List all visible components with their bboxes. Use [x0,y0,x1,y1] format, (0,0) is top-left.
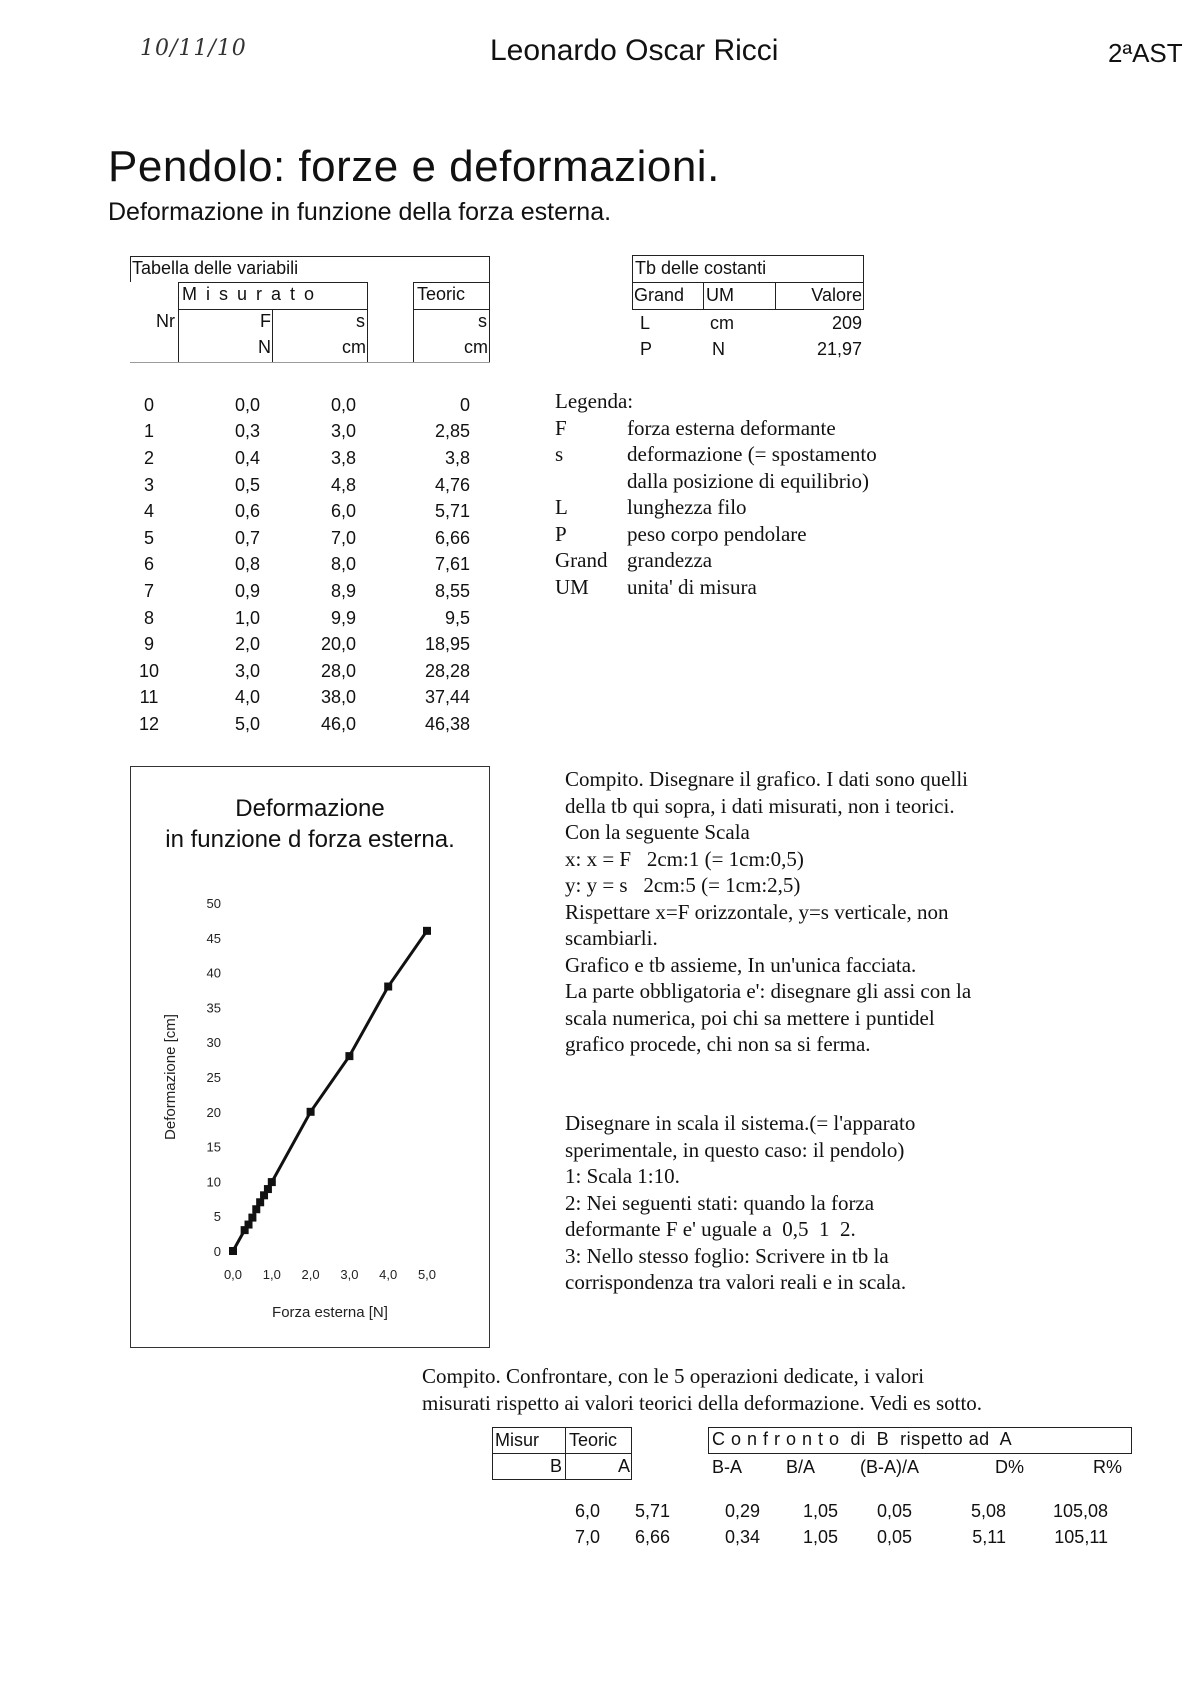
cmp-header-a: A [618,1456,631,1476]
row-nr: 0 [143,394,154,415]
row-s-theor: 46,38 [424,713,470,734]
unit-s-theor: cm [464,337,488,357]
data-point [268,1178,276,1186]
comparison-table [492,1427,1132,1557]
row-s: 8,0 [330,554,356,575]
constants-table-caption: Tb delle costanti [635,258,767,278]
y-tick-label: 20 [206,1104,221,1120]
text-line: grafico procede, chi non sa si ferma. [565,1032,871,1056]
cmp-op-rpct: R% [1093,1457,1123,1477]
row-s-theor: 28,28 [424,660,470,681]
row-s: 38,0 [320,687,356,708]
data-point [252,1205,260,1213]
comparison-cell: 6,66 [634,1527,670,1547]
y-tick-label: 15 [206,1139,221,1155]
row-f: 0,4 [234,447,260,468]
unit-s: cm [342,337,366,357]
data-point [229,1247,237,1255]
col-s-theor: s [478,311,487,331]
text-line: scala numerica, poi chi sa mettere i puntidel [565,1005,935,1030]
row-s: 0,0 [330,394,356,415]
row-nr: 10 [138,660,160,681]
y-tick-label: 45 [206,930,221,946]
comparison-cell: 6,0 [574,1501,600,1521]
chart-title-line-2: in funzione d forza esterna. [165,826,455,853]
legend-symbol: s [555,442,564,466]
student-name: Leonardo Oscar Ricci [490,34,779,67]
task-draw-system [565,1110,1085,1296]
row-s: 9,9 [330,607,356,628]
row-nr: 6 [143,554,154,575]
y-tick-label: 40 [206,965,221,981]
chart-title-line-1: Deformazione [235,795,385,822]
row-s-theor: 0 [459,394,470,415]
text-line: sperimentale, in questo caso: il pendolo) [565,1137,905,1162]
row-f: 0,5 [234,474,260,495]
comparison-cell: 0,05 [876,1501,912,1521]
row-s: 3,0 [330,421,356,442]
table-row [120,498,500,525]
row-nr: 12 [138,713,160,734]
row-f: 0,8 [234,554,260,575]
row-nr: 7 [143,580,154,601]
col-nr: Nr [156,311,175,331]
header-date: 10/11/10 [140,36,247,61]
constant-value: 21,97 [816,339,862,359]
constants-header-valore: Valore [811,285,862,305]
row-f: 0,7 [234,527,260,548]
data-point [248,1214,256,1222]
table-row [120,472,500,499]
page-subtitle: Deformazione in funzione della forza esterna. [108,198,612,226]
row-s: 8,9 [330,580,356,601]
constant-unit: cm [710,313,734,333]
row-s-theor: 18,95 [424,634,470,655]
y-tick-label: 50 [206,896,221,911]
y-tick-label: 10 [206,1174,221,1190]
legend-description: unita' di misura [627,574,757,599]
comparison-cell: 5,11 [972,1527,1006,1547]
row-nr: 9 [143,634,154,655]
row-s-theor: 2,85 [434,421,470,442]
x-axis-label: Forza esterna [N] [272,1304,388,1321]
legend-symbol [555,468,627,495]
legend-item [555,468,877,495]
row-f: 0,9 [234,580,260,601]
constant-unit: N [712,339,725,359]
row-s: 20,0 [320,634,356,655]
table-row [120,392,500,419]
legend-item [555,441,877,468]
measured-group-label: M i s u r a t o [182,284,317,304]
data-point [423,927,431,935]
unit-f: N [258,337,271,357]
row-f: 0,0 [234,394,260,415]
legend [555,388,877,600]
comparison-cell: 0,34 [724,1527,760,1547]
row-s: 3,8 [330,447,356,468]
table-row [120,631,500,658]
text-line: Compito. Disegnare il grafico. I dati sono quelli [565,767,968,791]
legend-description: grandezza [627,548,713,572]
data-point [264,1185,272,1193]
task-draw-graph [565,766,1085,1058]
row-s-theor: 3,8 [444,447,470,468]
text-line: Con la seguente Scala [565,820,750,844]
row-s: 7,0 [330,527,356,548]
text-line: deformante F e' uguale a 0,5 1 2. [565,1217,856,1241]
row-nr: 3 [143,474,154,495]
legend-item [555,494,877,521]
data-point [245,1221,253,1229]
row-s-theor: 5,71 [434,501,470,522]
line-chart [131,767,489,1347]
chart-panel [130,766,490,1348]
comparison-cell: 7,0 [574,1527,600,1547]
row-f: 0,6 [234,501,260,522]
table-row [120,605,500,632]
row-f: 3,0 [234,660,260,681]
table-row [120,552,500,579]
row-nr: 11 [139,687,159,708]
text-line: x: x = F 2cm:1 (= 1cm:0,5) [565,846,804,871]
row-nr: 8 [143,607,154,628]
table-row [120,685,500,712]
x-tick-label: 3,0 [340,1267,359,1282]
y-tick-label: 0 [213,1244,221,1259]
row-nr: 2 [143,447,154,468]
text-line: Rispettare x=F orizzontale, y=s verticale, non [565,899,949,924]
comparison-cell: 1,05 [802,1501,838,1521]
y-tick-label: 30 [206,1035,221,1051]
row-s: 4,8 [330,474,356,495]
text-line: scambiarli. [565,926,658,950]
constant-symbol: L [640,313,651,333]
row-f: 5,0 [234,713,260,734]
table-row [120,578,500,605]
row-s: 6,0 [330,501,356,522]
cmp-header-teoric: Teoric [569,1430,618,1450]
variables-table-body [120,392,500,738]
cmp-op-rel: (B-A)/A [860,1457,920,1477]
legend-item [555,521,877,548]
row-s-theor: 4,76 [434,474,470,495]
comparison-cell: 105,11 [1054,1527,1108,1547]
data-point [256,1198,264,1206]
row-s-theor: 8,55 [434,580,470,601]
comparison-cell: 5,08 [970,1501,1006,1521]
text-line: La parte obbligatoria e': disegnare gli assi con la [565,979,972,1003]
text-line: Grafico e tb assieme, In un'unica facciata. [565,952,917,977]
cmp-op-diff: B-A [712,1457,743,1477]
row-f: 1,0 [234,607,260,628]
row-nr: 4 [143,501,154,522]
x-tick-label: 0,0 [223,1267,243,1282]
comparison-cell: 0,05 [876,1527,912,1547]
legend-item [555,415,877,442]
text-line: 3: Nello stesso foglio: Scrivere in tb la [565,1243,889,1268]
table-row [120,711,500,738]
y-tick-label: 25 [206,1070,221,1085]
text-line: 1: Scala 1:10. [565,1164,680,1188]
col-f: F [260,311,271,331]
comparison-cell: 1,05 [802,1527,838,1547]
legend-description: forza esterna deformante [627,415,836,440]
row-f: 2,0 [234,634,260,655]
x-tick-label: 2,0 [301,1267,320,1282]
data-point [345,1052,353,1060]
legend-description: dalla posizione di equilibrio) [627,468,870,493]
col-s: s [356,311,365,331]
row-s: 46,0 [320,713,356,734]
cmp-header-b: B [550,1456,563,1476]
text-line: y: y = s 2cm:5 (= 1cm:2,5) [565,873,801,897]
text-line: 2: Nei seguenti stati: quando la forza [565,1190,875,1215]
row-nr: 1 [143,421,154,442]
data-point [307,1108,315,1116]
table-row [120,525,500,552]
task-compare [422,1363,1122,1416]
x-tick-label: 1,0 [262,1267,281,1282]
row-s-theor: 37,44 [424,687,470,708]
legend-symbol: L [555,495,568,519]
y-tick-label: 5 [213,1209,221,1225]
constants-header-grand: Grand [634,285,685,305]
row-s: 28,0 [320,660,356,681]
constant-symbol: P [640,339,653,359]
table-row [120,658,500,685]
theoretical-group-label: Teoric [417,284,466,304]
data-point [384,983,392,991]
cmp-header-misur: Misur [495,1430,539,1450]
row-s-theor: 6,66 [434,527,470,548]
legend-title: Legenda: [555,389,634,413]
legend-symbol: Grand [555,548,608,572]
legend-symbol: UM [555,574,589,599]
cmp-header-confronto: C o n f r o n t o di B rispetto ad A [712,1429,1013,1449]
comparison-cell: 0,29 [724,1501,760,1521]
legend-symbol: F [555,415,567,440]
legend-item [555,574,877,601]
table-row [120,419,500,446]
row-f: 4,0 [234,687,260,708]
comparison-cell: 5,71 [634,1501,670,1521]
text-line: della tb qui sopra, i dati misurati, non i teorici. [565,793,955,818]
text-line: corrispondenza tra valori reali e in scala. [565,1270,907,1294]
constant-value: 209 [831,313,862,333]
class-label: 2ªAST [1108,38,1183,68]
x-tick-label: 4,0 [379,1267,398,1282]
row-s-theor: 7,61 [434,554,470,575]
page-title: Pendolo: forze e deformazioni. [108,142,720,191]
legend-description: peso corpo pendolare [627,521,807,546]
legend-description: deformazione (= spostamento [627,442,877,466]
constants-header-um: UM [706,285,734,305]
variables-table-caption: Tabella delle variabili [132,258,299,278]
legend-description: lunghezza filo [627,495,747,519]
variables-table-header [130,256,490,364]
text-line: misurati rispetto ai valori teorici della deformazione. Vedi es sotto. [422,1390,983,1415]
y-tick-label: 35 [206,1000,221,1016]
cmp-op-ratio: B/A [786,1457,816,1477]
cmp-op-dpct: D% [995,1457,1025,1477]
text-line: Compito. Confrontare, con le 5 operazioni dedicate, i valori [422,1364,925,1388]
row-s-theor: 9,5 [444,607,470,628]
legend-symbol: P [555,521,567,546]
x-tick-label: 5,0 [417,1267,437,1282]
legend-item [555,547,877,574]
row-nr: 5 [143,527,154,548]
row-f: 0,3 [234,421,260,442]
table-row [120,445,500,472]
text-line: Disegnare in scala il sistema.(= l'apparato [565,1111,916,1135]
comparison-cell: 105,08 [1052,1501,1108,1521]
y-axis-label: Deformazione [cm] [162,1014,179,1140]
